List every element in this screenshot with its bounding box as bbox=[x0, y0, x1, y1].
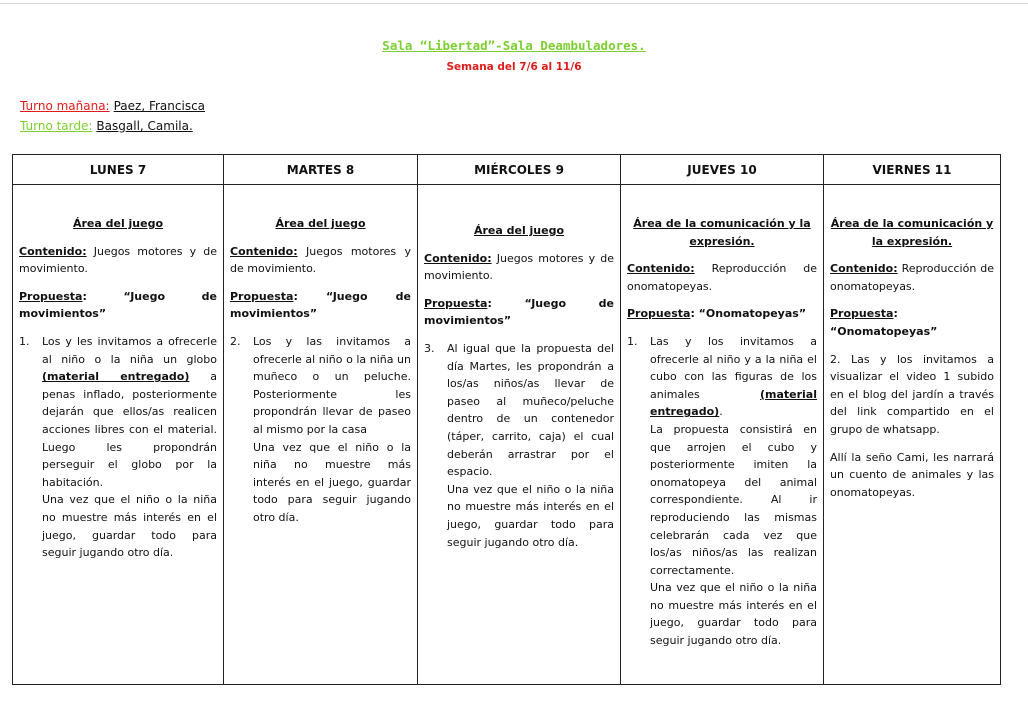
propuesta-label: Propuesta bbox=[230, 289, 294, 303]
activity-text-b: . bbox=[719, 405, 723, 419]
item-number: 1. bbox=[627, 334, 638, 348]
contenido-text: Juegos motores y de movimiento. bbox=[230, 244, 411, 276]
area-title: Área de la comunicación y la expresión. bbox=[830, 217, 994, 248]
col-jueves: JUEVES 10 bbox=[621, 155, 824, 185]
contenido-text: Juegos motores y de movimiento. bbox=[424, 251, 614, 283]
contenido-text: Juegos motores y de movimiento. bbox=[19, 244, 217, 276]
contenido-text: Reproducción de onomatopeyas. bbox=[627, 262, 817, 293]
area-title: Área de la comunicación y la expresión. bbox=[633, 217, 811, 248]
contenido bbox=[19, 243, 217, 278]
col-miercoles: MIÉRCOLES 9 bbox=[418, 155, 621, 185]
material-entregado: (material entregado) bbox=[42, 370, 190, 384]
activity-text-b: a penas inflado, posteriormente dejarán que ellos/as realicen acciones libres con el material. Luego les propondrán perseguir el globo por la habitación. bbox=[42, 370, 217, 489]
closing-text: Allí la seño Cami, les narrará un cuento de animales y las onomatopeyas. bbox=[830, 450, 994, 499]
turno-tarde bbox=[20, 119, 193, 133]
activity-text: Los y las invitamos a ofrecerle al niño o la niña un muñeco o un peluche. Posteriormente les propondrán llevar de paseo al mismo por la casa bbox=[253, 334, 411, 436]
turno-manana-label: Turno mañana: bbox=[20, 99, 110, 113]
activity-item bbox=[19, 333, 217, 562]
area-title: Área del juego bbox=[72, 217, 164, 230]
propuesta-text: : “Onomatopeyas” bbox=[830, 307, 938, 338]
weekly-plan-table bbox=[12, 154, 1001, 685]
cell-jueves bbox=[621, 185, 824, 685]
cell-miercoles bbox=[418, 185, 621, 685]
propuesta-label: Propuesta bbox=[830, 307, 894, 321]
contenido-text: Reproducción de onomatopeyas. bbox=[830, 262, 994, 293]
turno-manana-value: Paez, Francisca bbox=[113, 99, 206, 113]
activity-item bbox=[230, 333, 411, 527]
contenido-label: Contenido: bbox=[19, 244, 87, 258]
closing-text: Una vez que el niño o la niña no muestre más interés en el juego, guardar todo para seguir jugando otro día. bbox=[42, 493, 217, 560]
cell-viernes bbox=[824, 185, 1001, 685]
turno-tarde-label: Turno tarde: bbox=[20, 119, 93, 133]
closing-text: Una vez que el niño o la niña no muestre más interés en el juego, guardar todo para seguir jugando otro día. bbox=[253, 440, 411, 524]
activity-item bbox=[627, 333, 817, 650]
propuesta-text: : “Juego de movimientos” bbox=[19, 289, 217, 321]
propuesta-label: Propuesta bbox=[19, 289, 83, 303]
material-entregado: (material entregado) bbox=[650, 387, 817, 419]
propuesta bbox=[19, 288, 217, 323]
col-martes: MARTES 8 bbox=[224, 155, 418, 185]
activity-item bbox=[830, 351, 994, 502]
propuesta-text: : “Juego de movimientos” bbox=[424, 296, 614, 328]
contenido bbox=[424, 250, 614, 285]
contenido-label: Contenido: bbox=[627, 262, 695, 276]
item-number: 1. bbox=[19, 334, 30, 348]
header-row bbox=[13, 155, 1001, 185]
area-title: Área del juego bbox=[473, 224, 565, 237]
activity-text bbox=[42, 333, 217, 491]
propuesta bbox=[230, 288, 411, 323]
content-row bbox=[13, 185, 1001, 685]
top-divider bbox=[0, 3, 1028, 4]
contenido bbox=[627, 260, 817, 295]
activity-text-a: Las y los invitamos a ofrecerle al niño y a la niña el cubo con las figuras de los animales bbox=[650, 334, 817, 401]
activity-item bbox=[424, 340, 614, 551]
contenido-label: Contenido: bbox=[230, 244, 298, 258]
activity-text: 2. Las y los invitamos a visualizar el video 1 subido en el blog del jardín a través del link compartido en el grupo de whatsapp. bbox=[830, 352, 994, 436]
propuesta-text: : “Juego de movimientos” bbox=[230, 289, 411, 321]
closing-text: Una vez que el niño o la niña no muestre más interés en el juego, guardar todo para seguir jugando otro día. bbox=[447, 482, 614, 549]
propuesta-label: Propuesta bbox=[424, 296, 488, 310]
activity-text-a: Los y les invitamos a ofrecerle al niño o la niña un globo bbox=[42, 334, 217, 366]
week-subtitle: Semana del 7/6 al 11/6 bbox=[446, 61, 582, 73]
contenido bbox=[230, 243, 411, 278]
propuesta bbox=[627, 305, 817, 323]
page-title: Sala “Libertad”-Sala Deambuladores. bbox=[382, 38, 646, 53]
area-title: Área del juego bbox=[275, 217, 366, 230]
propuesta-text: : “Onomatopeyas” bbox=[690, 307, 807, 321]
propuesta bbox=[424, 295, 614, 330]
item-number: 2. bbox=[230, 334, 241, 348]
closing-text: Una vez que el niño o la niña no muestre más interés en el juego, guardar todo para seguir jugando otro día. bbox=[650, 581, 817, 648]
contenido-label: Contenido: bbox=[830, 262, 898, 276]
turno-tarde-value: Basgall, Camila. bbox=[96, 119, 193, 133]
propuesta bbox=[830, 305, 994, 340]
contenido bbox=[830, 260, 994, 295]
propuesta-label: Propuesta bbox=[627, 307, 691, 321]
cell-martes bbox=[224, 185, 418, 685]
cell-lunes bbox=[13, 185, 224, 685]
contenido-label: Contenido: bbox=[424, 251, 492, 265]
activity-text bbox=[650, 333, 817, 421]
activity-text: Al igual que la propuesta del día Martes, les propondrán a los/as niños/as llevar de paseo al muñeco/peluche dentro de un contenedor (táper, carrito, caja) el cual deberán arrastrar por el espacio. bbox=[447, 341, 614, 479]
turno-manana bbox=[20, 99, 205, 113]
description-text: La propuesta consistirá en que arrojen el cubo y posteriormente imiten la onomatopeya del animal correspondiente. Al ir reproduciendo las mismas celebrarán cada vez que los/as niños/as las realizan correctamente. bbox=[650, 422, 817, 577]
col-viernes: VIERNES 11 bbox=[824, 155, 1001, 185]
item-number: 3. bbox=[424, 341, 435, 355]
col-lunes: LUNES 7 bbox=[13, 155, 224, 185]
